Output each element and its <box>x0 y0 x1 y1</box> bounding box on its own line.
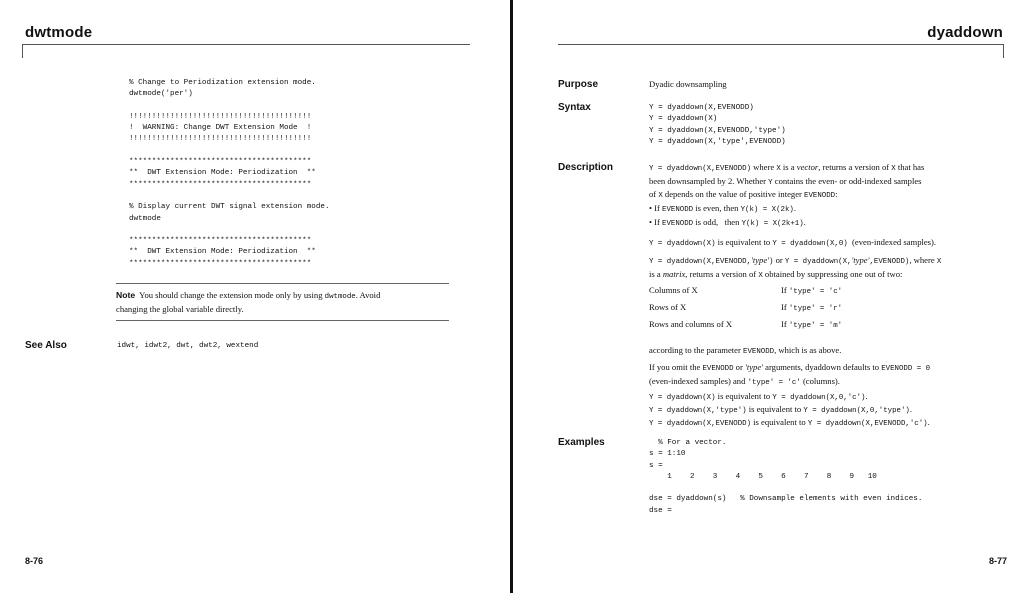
inline-code: X <box>891 165 896 173</box>
header-rule <box>22 44 470 45</box>
text: is a <box>780 162 797 172</box>
code-line: **************************************** <box>129 259 312 268</box>
inline-code: ) <box>769 258 774 266</box>
type-table-condition <box>781 285 842 296</box>
description-paragraph-5 <box>649 362 1009 389</box>
examples-label: Examples <box>558 437 605 448</box>
inline-code: EVENODD <box>662 206 694 214</box>
syntax-line: Y = dyaddown(X) <box>649 115 718 124</box>
syntax-block <box>649 103 786 148</box>
code-example-block <box>129 78 330 270</box>
emphasis: vector <box>796 162 819 172</box>
right-page-header: dyaddown <box>927 24 1003 41</box>
text: . <box>927 417 930 427</box>
condition-code: 'type' = 'm' <box>788 322 843 330</box>
purpose-label: Purpose <box>558 79 599 90</box>
inline-code: X <box>936 258 942 266</box>
code-line: dwtmode <box>129 214 161 223</box>
example-code-line: dse = <box>649 506 672 515</box>
text: (columns). <box>800 375 840 386</box>
note-text-end: . Avoid <box>355 290 381 300</box>
text: is equivalent to <box>715 237 773 247</box>
example-code-line: s = <box>649 461 663 470</box>
inline-code: Y(k) = X(2k) <box>740 206 794 214</box>
description-paragraph-4 <box>649 345 1009 359</box>
text: is equivalent to <box>715 391 773 401</box>
syntax-line: Y = dyaddown(X,EVENODD) <box>649 104 754 112</box>
condition-code: 'type' = 'c' <box>788 288 843 296</box>
inline-code: Y = dyaddown(X,'type') <box>649 407 747 415</box>
type-table-label: Columns of X <box>649 285 698 295</box>
equivalence-line <box>649 391 1009 404</box>
code-line: ** DWT Extension Mode: Periodization ** <box>129 248 316 257</box>
inline-code: Y(k) = X(2k+1) <box>741 219 804 228</box>
text: is equivalent to <box>746 404 804 414</box>
type-table-condition <box>781 302 842 313</box>
equivalence-list <box>649 391 1009 430</box>
syntax-line: Y = dyaddown(X,'type',EVENODD) <box>649 137 786 146</box>
note-top-rule <box>116 283 449 284</box>
text: If <box>654 216 663 227</box>
see-also-label: See Also <box>25 340 67 351</box>
text: depends on the value of positive integer <box>662 189 805 199</box>
note-text-line2: changing the global variable directly. <box>116 303 244 314</box>
inline-code: Y = dyaddown(X) <box>649 240 716 248</box>
code-line: **************************************** <box>129 237 312 246</box>
type-table-condition <box>781 319 842 330</box>
inline-code: EVENODD <box>743 348 775 356</box>
syntax-label: Syntax <box>558 102 591 113</box>
note-bottom-rule <box>116 320 449 321</box>
condition-text: If <box>781 319 789 329</box>
code-line: **************************************** <box>129 180 312 189</box>
page-divider <box>510 0 513 593</box>
description-paragraph-3 <box>649 255 1009 282</box>
text: or <box>773 255 785 265</box>
inline-code: Y = dyaddown(X,0) <box>772 240 848 248</box>
inline-code: Y = dyaddown(X,EVENODD) <box>649 420 752 428</box>
emphasis: 'type' <box>851 255 870 265</box>
text: , which is as above. <box>774 345 842 355</box>
condition-text: If <box>781 302 789 312</box>
text: , returns a version of <box>685 268 759 279</box>
text: contains the even- or odd-indexed samples <box>772 175 922 186</box>
inline-code: Y = dyaddown(X,0,'c') <box>772 394 866 402</box>
inline-code: Y = dyaddown(X,EVENODD, <box>649 258 752 266</box>
code-line: % Display current DWT signal extension mode. <box>129 203 330 212</box>
text: that has <box>895 162 925 172</box>
example-code-line: % For a vector. <box>649 439 727 447</box>
example-code-line: 1 2 3 4 5 6 7 8 9 10 <box>649 472 877 481</box>
text: If you omit the <box>649 362 703 372</box>
bullet-item: • If EVENODD is odd, then Y(k) = X(2k+1). <box>649 216 806 228</box>
text: . <box>865 391 868 401</box>
example-code-block <box>649 438 922 517</box>
bullet-list <box>649 203 999 230</box>
bullet-item: • If EVENODD is even, then Y(k) = X(2k). <box>649 203 796 214</box>
inline-code: EVENODD <box>702 365 734 373</box>
inline-code: EVENODD <box>804 192 836 200</box>
text: . <box>909 404 912 414</box>
code-line: !!!!!!!!!!!!!!!!!!!!!!!!!!!!!!!!!!!!!!!! <box>129 112 312 121</box>
description-paragraph-1 <box>649 162 999 203</box>
inline-code: Y = dyaddown(X) <box>649 394 716 402</box>
note-label: Note <box>116 290 136 300</box>
emphasis: matrix <box>662 268 686 279</box>
condition-text: If <box>781 285 789 295</box>
text: is odd, then <box>693 216 742 227</box>
header-rule-tick <box>1003 44 1004 58</box>
inline-code: Y = dyaddown(X,EVENODD,'c') <box>807 420 928 428</box>
inline-code: Y = dyaddown(X,EVENODD) <box>649 165 752 173</box>
text: arguments, dyaddown defaults to <box>762 362 882 372</box>
header-rule <box>558 44 1003 45</box>
emphasis: 'type' <box>751 255 770 265</box>
note-code: dwtmode <box>324 293 356 301</box>
inline-code: EVENODD <box>662 219 694 228</box>
page-number-left: 8-76 <box>25 556 44 566</box>
inline-code: X <box>776 165 781 173</box>
example-code-line: s = 1:10 <box>649 450 686 459</box>
text: , returns a version of <box>818 162 892 172</box>
inline-code: X <box>758 271 763 280</box>
type-table-label: Rows and columns of X <box>649 319 733 329</box>
inline-code: 'type' = 'c' <box>747 378 801 387</box>
code-line: ! WARNING: Change DWT Extension Mode ! <box>129 124 312 133</box>
text: . <box>793 203 796 213</box>
code-line <box>129 191 330 202</box>
code-line <box>129 146 330 157</box>
text: , where <box>909 255 937 265</box>
code-line: !!!!!!!!!!!!!!!!!!!!!!!!!!!!!!!!!!!!!!!! <box>129 135 312 144</box>
code-line: dwtmode('per') <box>129 90 193 99</box>
syntax-line: Y = dyaddown(X,EVENODD,'type') <box>649 126 786 135</box>
description-label: Description <box>558 162 614 173</box>
text: is even, then <box>693 203 741 213</box>
example-code-line <box>649 483 922 494</box>
type-table-label: Rows of X <box>649 302 687 312</box>
code-line <box>129 225 330 236</box>
purpose-text: Dyadic downsampling <box>649 79 727 89</box>
text: . <box>803 216 806 227</box>
text: is equivalent to <box>751 417 808 427</box>
condition-code: 'type' = 'r' <box>788 305 843 313</box>
text: been downsampled by 2. Whether <box>649 175 769 186</box>
header-rule-tick <box>22 44 23 58</box>
text: is a <box>649 268 663 279</box>
left-page-header: dwtmode <box>25 24 93 41</box>
text: according to the parameter <box>649 345 744 355</box>
example-code-line: dse = dyaddown(s) % Downsample elements with even indices. <box>649 495 923 504</box>
inline-code: ,EVENODD) <box>869 258 910 266</box>
code-line: ** DWT Extension Mode: Periodization ** <box>129 169 316 178</box>
code-line: % Change to Periodization extension mode. <box>129 79 316 87</box>
note-paragraph <box>116 290 456 315</box>
inline-code: Y = dyaddown(X,0,'type') <box>803 407 910 415</box>
text: where <box>751 162 777 172</box>
page-number-right: 8-77 <box>988 556 1007 566</box>
inline-code: Y = dyaddown(X, <box>784 258 852 266</box>
inline-code: Y <box>768 178 773 187</box>
description-paragraph-2 <box>649 237 1009 251</box>
text: or <box>733 362 745 372</box>
inline-code: EVENODD = 0 <box>881 365 931 373</box>
see-also-links[interactable]: idwt, idwt2, dwt, dwt2, wextend <box>117 342 259 350</box>
emphasis: 'type' <box>744 362 763 372</box>
right-page <box>514 0 1024 593</box>
equivalence-line <box>649 404 1009 417</box>
code-line: **************************************** <box>129 158 312 167</box>
code-line <box>129 101 330 112</box>
text: (even-indexed samples) and <box>649 375 748 386</box>
left-page <box>0 0 510 593</box>
text: obtained by suppressing one out of two: <box>762 268 903 279</box>
text: : <box>835 189 838 199</box>
note-text: You should change the extension mode only by using <box>139 290 323 300</box>
text: If <box>654 203 663 213</box>
text: of <box>649 189 659 199</box>
inline-code: X <box>658 192 663 200</box>
equivalence-line <box>649 417 1009 430</box>
text: (even-indexed samples). <box>847 237 937 247</box>
